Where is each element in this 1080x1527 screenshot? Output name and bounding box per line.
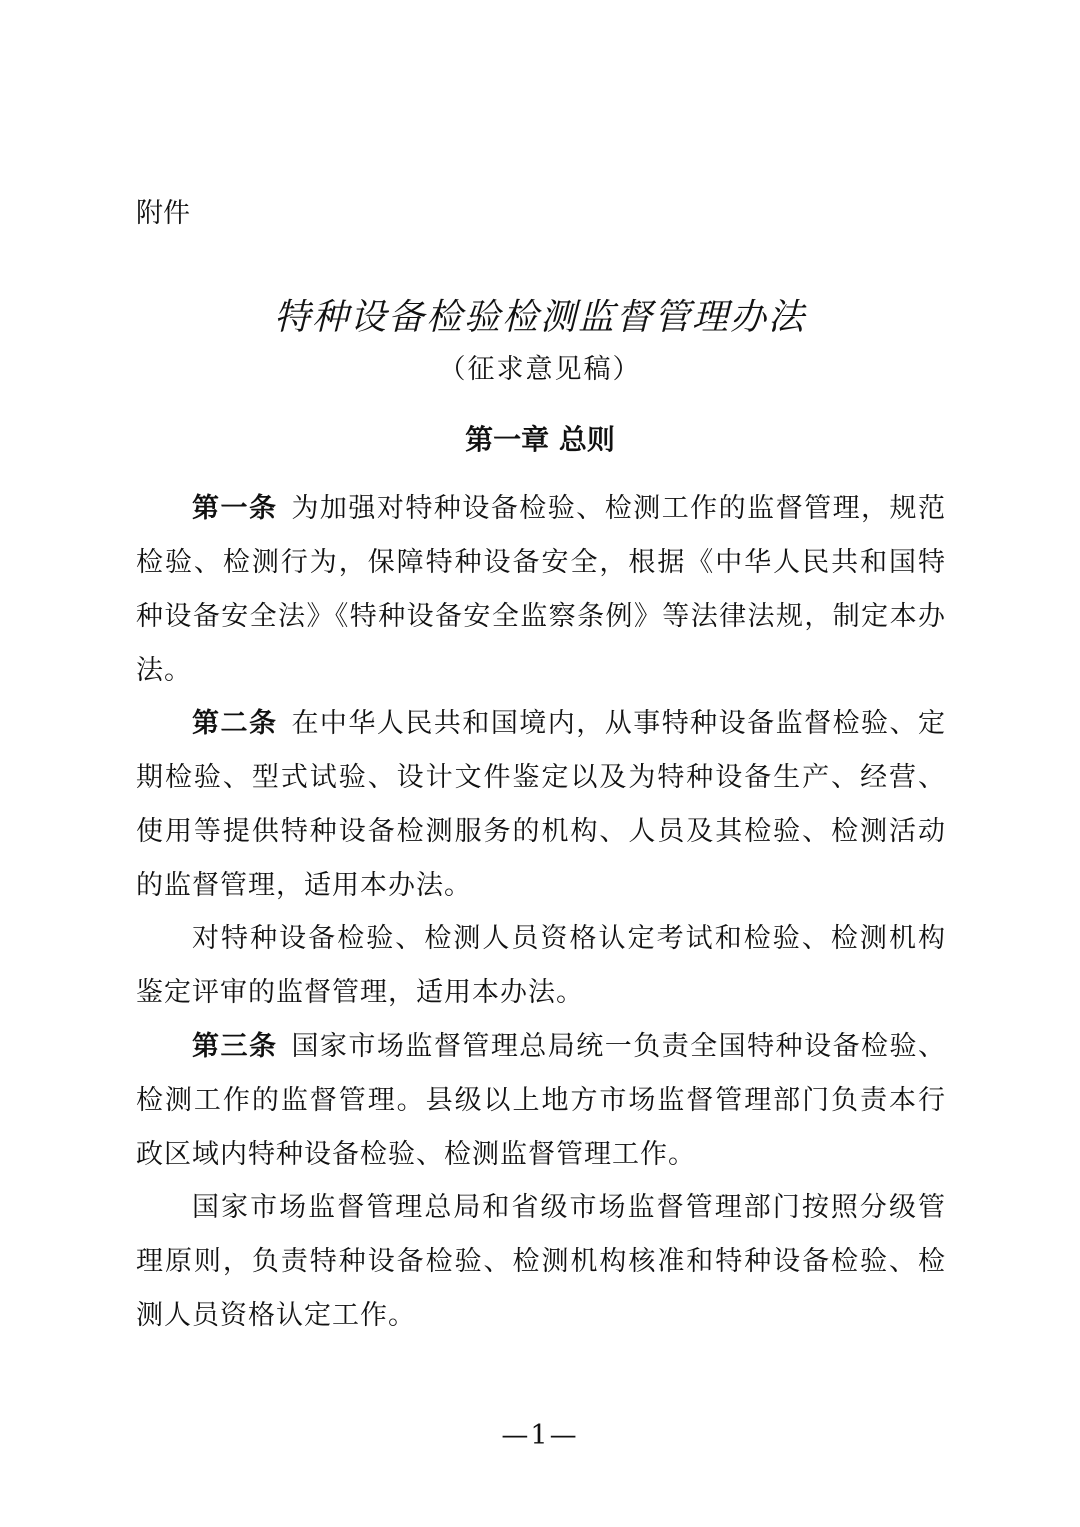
article-1-text: 为加强对特种设备检验、检测工作的监督管理，规范检验、检测行为，保障特种设备安全，根据《中华人民共和国特种设备安全法》《特种设备安全监察条例》等法律法规，制定本办法。 bbox=[136, 493, 947, 686]
article-2-paragraph bbox=[136, 697, 946, 913]
document-title: 特种设备检验检测监督管理办法 bbox=[273, 297, 806, 338]
article-2-text: 在中华人民共和国境内，从事特种设备监督检验、定期检验、型式试验、设计文件鉴定以及为特种设备生产、经营、使用等提供特种设备检测服务的机构、人员及其检验、检测活动的监督管理，适用本办法。 bbox=[136, 708, 947, 901]
article-2-paragraph-2 bbox=[136, 912, 946, 1020]
article-3-paragraph-2 bbox=[136, 1181, 946, 1343]
chapter-heading: 第一章 总则 bbox=[465, 423, 615, 456]
article-3-paragraph bbox=[136, 1020, 946, 1182]
article-2-label: 第二条 bbox=[192, 708, 278, 739]
article-3-text-2: 国家市场监督管理总局和省级市场监督管理部门按照分级管理原则，负责特种设备检验、检测机构核准和特种设备检验、检测人员资格认定工作。 bbox=[136, 1192, 946, 1331]
page-number: —1— bbox=[501, 1420, 579, 1451]
article-3-label: 第三条 bbox=[192, 1031, 278, 1062]
attachment-label: 附件 bbox=[136, 198, 190, 229]
document-subtitle: （征求意见稿） bbox=[438, 354, 642, 385]
article-2-text-2: 对特种设备检验、检测人员资格认定考试和检验、检测机构鉴定评审的监督管理，适用本办法。 bbox=[136, 923, 946, 1008]
article-1-paragraph bbox=[136, 482, 946, 698]
article-1-label: 第一条 bbox=[192, 493, 278, 524]
article-3-text: 国家市场监督管理总局统一负责全国特种设备检验、检测工作的监督管理。县级以上地方市场监督管理部门负责本行政区域内特种设备检验、检测监督管理工作。 bbox=[136, 1031, 947, 1170]
